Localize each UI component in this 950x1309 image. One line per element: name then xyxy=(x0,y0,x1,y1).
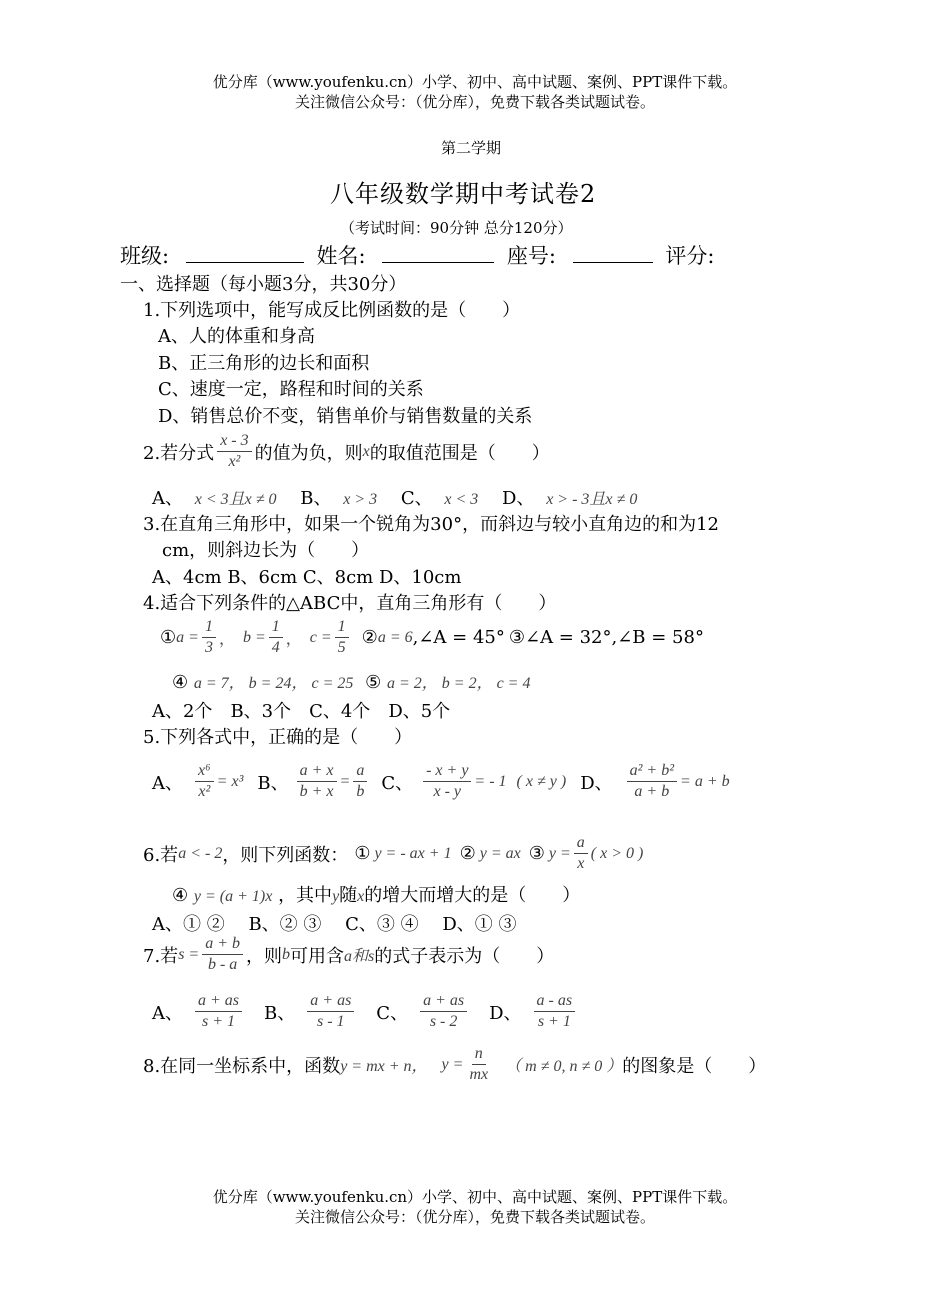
q7-s-den: b - a xyxy=(207,956,238,973)
q5-a-rhs: = x³ xyxy=(216,772,244,790)
q8-f2-lhs: y = xyxy=(441,1055,464,1073)
question-6-options: A、① ② B、② ③ C、③ ④ D、① ③ xyxy=(152,914,517,935)
q5-b-den-2: b xyxy=(356,783,365,800)
q6-tail-x: x xyxy=(357,888,365,905)
q5-d-den: a + b xyxy=(634,783,670,800)
q2-prefix: 2.若分式 xyxy=(143,442,215,464)
q4-c1-mark: ① xyxy=(160,627,177,648)
q2-c-label: C、 xyxy=(400,488,433,509)
question-6-stem xyxy=(143,834,643,873)
q6-tail-y: y xyxy=(332,888,340,905)
q2-suffix-1: 的值为负，则 xyxy=(254,442,363,464)
q4-c3: ③∠A = 32°,∠B = 58° xyxy=(508,627,704,648)
q2-d-label: D、 xyxy=(502,488,535,509)
q4-c2-mark: ② xyxy=(361,627,378,648)
q2-b-math: x > 3 xyxy=(343,491,378,508)
question-5-options xyxy=(152,762,730,801)
q4-c4-math: a = 7， b = 24， c = 25 xyxy=(193,675,354,692)
q8-suffix: 的图象是（ ） xyxy=(622,1055,767,1077)
q7-a-frac xyxy=(195,992,242,1031)
question-4-conditions-2 xyxy=(172,670,530,693)
q5-d-frac xyxy=(627,762,677,801)
q4-c1-b: b = xyxy=(242,628,266,646)
question-3-options: A、4cm B、6cm C、8cm D、10cm xyxy=(152,567,462,588)
q2-a-label: A、 xyxy=(152,488,183,509)
q6-f3-cond: ( x > 0 ) xyxy=(590,844,644,862)
q5-c-frac xyxy=(423,762,471,801)
q6-f2-mark: ② xyxy=(459,843,476,864)
seat-blank[interactable] xyxy=(573,244,653,263)
q8-prefix: 8.在同一坐标系中，函数 xyxy=(143,1055,341,1077)
name-blank[interactable] xyxy=(382,244,494,263)
q7-s-lhs: s = xyxy=(178,945,200,963)
seat-label: 座号: xyxy=(506,244,556,268)
question-5-stem: 5.下列各式中，正确的是（ ） xyxy=(143,727,413,748)
q5-c-cond: ( x ≠ y ) xyxy=(516,772,567,790)
q8-f2-num: n xyxy=(472,1045,486,1065)
q8-f2-den: mx xyxy=(469,1066,489,1083)
q7-prefix: 7.若 xyxy=(143,945,179,967)
q2-a-math: x < 3且x ≠ 0 xyxy=(194,491,277,508)
class-blank[interactable] xyxy=(186,244,304,263)
q7-a-label: A、 xyxy=(152,1002,183,1024)
q5-b-num: a + x xyxy=(297,762,337,782)
question-3-line-2: cm，则斜边长为（ ） xyxy=(162,540,370,561)
question-8-stem xyxy=(143,1045,766,1084)
q6-f3-den: x xyxy=(577,855,585,872)
q7-d-den: s + 1 xyxy=(537,1013,571,1030)
q5-b-label: B、 xyxy=(257,772,289,794)
q4-c1-b-num: 1 xyxy=(269,618,283,638)
q7-b-label: B、 xyxy=(264,1002,296,1024)
page-title: 八年级数学期中考试卷2 xyxy=(330,180,597,208)
q4-c1-a-num: 1 xyxy=(202,618,216,638)
q2-b-label: B、 xyxy=(300,488,332,509)
question-2-options xyxy=(152,484,637,510)
q7-d-label: D、 xyxy=(489,1002,522,1024)
q8-cond: （ m ≠ 0, n ≠ 0 ） xyxy=(505,1058,623,1075)
q6-tail-1: ，其中 xyxy=(278,885,333,906)
q4-c2-text: ,∠A = 45° xyxy=(412,627,505,648)
q5-b-den: b + x xyxy=(299,783,334,800)
q2-frac-num: x - 3 xyxy=(217,432,251,452)
section-heading: 一、选择题（每小题3分，共30分） xyxy=(120,274,407,295)
q5-d-rhs: = a + b xyxy=(680,772,730,790)
q7-d-frac xyxy=(534,992,576,1031)
q6-f4-mark: ④ xyxy=(172,885,189,906)
q6-f1: y = - ax + 1 xyxy=(374,844,452,862)
exam-info: （考试时间：90分钟 总分120分） xyxy=(340,219,573,237)
question-7-options xyxy=(152,992,575,1031)
footer-line-2: 关注微信公众号：（优分库），免费下载各类试题试卷。 xyxy=(294,1208,655,1226)
q5-a-frac xyxy=(195,762,214,801)
q7-a-num: a + as xyxy=(195,992,242,1012)
q7-b-den: s - 1 xyxy=(317,1013,345,1030)
q7-s-num: a + b xyxy=(202,935,243,955)
q7-vars: a和s xyxy=(344,948,375,965)
q7-s-frac xyxy=(202,935,243,974)
q2-frac-den: x² xyxy=(228,453,241,470)
q5-c-rhs: = - 1 xyxy=(474,772,507,790)
q4-c5-mark: ⑤ xyxy=(365,672,382,693)
q5-c-den: x - y xyxy=(433,783,462,800)
semester-label: 第二学期 xyxy=(441,139,502,157)
footer-line-1: 优分库（www.youfenku.cn）小学、初中、高中试题、案例、PPT课件下载。 xyxy=(212,1188,738,1206)
q6-f3-mark: ③ xyxy=(528,843,545,864)
q6-f1-mark: ① xyxy=(354,843,371,864)
header-line-1: 优分库（www.youfenku.cn）小学、初中、高中试题、案例、PPT课件下载。 xyxy=(212,73,738,91)
q4-c1-b-den: 4 xyxy=(271,639,280,656)
question-3-line-1: 3.在直角三角形中，如果一个锐角为30°，而斜边与较小直角边的和为12 xyxy=(143,514,719,535)
q2-suffix-2: 的取值范围是（ ） xyxy=(369,442,550,464)
q5-a-label: A、 xyxy=(152,772,183,794)
q7-c-den: s - 2 xyxy=(429,1013,458,1030)
question-1-option-a: A、人的体重和身高 xyxy=(158,326,315,347)
q2-var: x xyxy=(362,442,370,460)
header-line-2: 关注微信公众号：（优分库），免费下载各类试题试卷。 xyxy=(294,93,655,111)
question-6-line-2 xyxy=(172,881,580,907)
q6-cond: a < - 2 xyxy=(178,844,223,862)
q4-c1-a-den: 3 xyxy=(204,639,213,656)
q5-d-num: a² + b² xyxy=(627,762,677,782)
q8-f2-frac xyxy=(466,1045,491,1084)
q7-c-frac xyxy=(420,992,467,1031)
q7-b-num: a + as xyxy=(307,992,354,1012)
q5-b-eq: = xyxy=(339,772,351,790)
question-1-option-b: B、正三角形的边长和面积 xyxy=(158,353,370,374)
question-1-option-c: C、速度一定，路程和时间的关系 xyxy=(158,379,424,400)
q4-c1-b-frac xyxy=(269,618,283,657)
class-label: 班级: xyxy=(120,244,170,268)
question-1-option-d: D、销售总价不变，销售单价与销售数量的关系 xyxy=(158,406,533,427)
q7-b-var: b xyxy=(282,945,291,963)
q4-c1-c-den: 5 xyxy=(337,639,346,656)
question-4-stem: 4.适合下列条件的△ABC中，直角三角形有（ ） xyxy=(143,593,557,614)
q4-c1-a-frac xyxy=(202,618,216,657)
q7-a-den: s + 1 xyxy=(202,1013,236,1030)
q8-f1: y = mx + n， xyxy=(340,1058,428,1075)
q4-c2-math: a = 6 xyxy=(377,628,413,646)
q4-c1-a: a = xyxy=(176,628,199,646)
q5-c-label: C、 xyxy=(381,772,414,794)
score-label: 评分: xyxy=(665,244,715,268)
name-label: 姓名: xyxy=(316,244,366,268)
q2-fraction xyxy=(217,432,251,471)
q7-mid-2: 可用含 xyxy=(290,945,345,967)
q4-c1-c-frac xyxy=(335,618,349,657)
question-4-options: A、2个 B、3个 C、4个 D、5个 xyxy=(152,701,451,722)
student-fields xyxy=(120,240,714,270)
q5-a-num: x⁶ xyxy=(195,762,214,782)
q5-a-den: x² xyxy=(198,783,211,800)
q2-d-math: x > - 3且x ≠ 0 xyxy=(546,491,638,508)
q6-f3-lhs: y = xyxy=(548,844,571,862)
q4-c5-math: a = 2， b = 2， c = 4 xyxy=(386,675,531,692)
q5-b-num-2: a xyxy=(353,762,367,782)
q6-f3-frac xyxy=(574,834,588,873)
q5-b-frac xyxy=(297,762,337,801)
q5-c-num: - x + y xyxy=(423,762,471,782)
q7-b-frac xyxy=(307,992,354,1031)
q6-tail-3: 的增大而增大的是（ ） xyxy=(364,885,581,906)
question-4-conditions-1: ① a = $\frac{1}{3}$ ， b = $\frac{1}{4}$ ， c = $\frac{1}{5}$ ② a = 6 ,∠A = 45° ③∠A = 32°,∠B = 58° xyxy=(160,618,704,656)
q7-d-num: a - as xyxy=(534,992,576,1012)
q7-c-label: C、 xyxy=(376,1002,409,1024)
q6-f4: y = (a + 1)x xyxy=(193,888,273,905)
q4-c4-mark: ④ xyxy=(172,672,189,693)
q5-b-frac-2 xyxy=(353,762,367,801)
q7-mid: ，则 xyxy=(246,945,283,967)
q4-c1-c: c = xyxy=(309,628,332,646)
q6-prefix: 6.若 xyxy=(143,844,179,866)
question-7-stem xyxy=(143,935,554,974)
q6-f3-num: a xyxy=(574,834,588,854)
q4-c1-c-num: 1 xyxy=(335,618,349,638)
q5-d-label: D、 xyxy=(580,772,613,794)
q6-f2: y = ax xyxy=(479,844,521,862)
q6-tail-2: 随 xyxy=(339,885,358,906)
q6-mid: ，则下列函数： xyxy=(222,844,349,866)
question-1-stem: 1.下列选项中，能写成反比例函数的是（ ） xyxy=(143,300,521,321)
question-2-stem xyxy=(143,432,550,471)
q7-c-num: a + as xyxy=(420,992,467,1012)
q2-c-math: x < 3 xyxy=(444,491,479,508)
q7-suffix: 的式子表示为（ ） xyxy=(374,945,555,967)
